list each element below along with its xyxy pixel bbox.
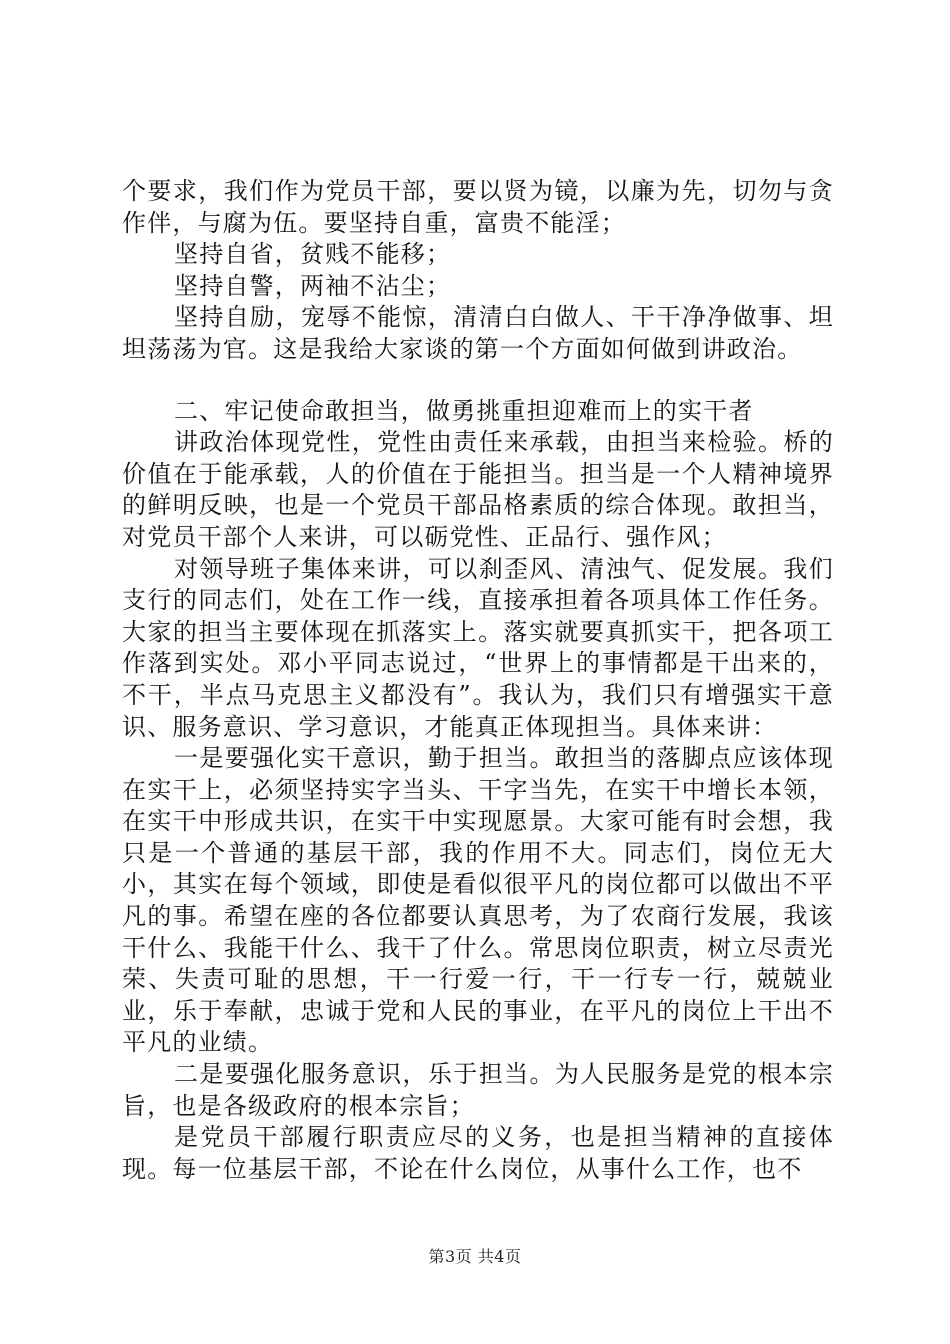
paragraph: 坚持自省，贫贱不能移； [174, 240, 452, 269]
paragraph: 坚持自励，宠辱不能惊，清清白白做人、干干净净做事、坦坦荡荡为官。这是我给大家谈的第一个方面如何做到讲政治。 [122, 303, 834, 363]
paragraph: 个要求，我们作为党员干部，要以贤为镜，以廉为先，切勿与贪作伴，与腐为伍。要坚持自重，富贵不能淫； [122, 177, 834, 237]
paragraph: 一是要强化实干意识，勤于担当。敢担当的落脚点应该体现在实干上，必须坚持实字当头、干字当先，在实干中增长本领，在实干中形成共识，在实干中实现愿景。大家可能有时会想，我只是一个普通的基层干部，我的作用不大。同志们，岗位无大小，其实在每个领域，即使是看似很平凡的岗位都可以做出不平凡的事。希望在座的各位都要认真思考，为了农商行发展，我该干什么、我能干什么、我干了什么。常思岗位职责，树立尽责光荣、失责可耻的思想，干一行爱一行，干一行专一行，兢兢业业，乐于奉献，忠诚于党和人民的事业，在平凡的岗位上干出不平凡的业绩。 [122, 744, 834, 1057]
document-body [122, 176, 834, 1185]
paragraph: 对领导班子集体来讲，可以刹歪风、清浊气、促发展。我们支行的同志们，处在工作一线，直接承担着各项具体工作任务。大家的担当主要体现在抓落实上。落实就要真抓实干，把各项工作落到实处。邓小平同志说过，“世界上的事情都是干出来的，不干，半点马克思主义都没有”。我认为，我们只有增强实干意识、服务意识、学习意识，才能真正体现担当。具体来讲： [122, 554, 834, 741]
paragraph: 讲政治体现党性，党性由责任来承载，由担当来检验。桥的价值在于能承载，人的价值在于能担当。担当是一个人精神境界的鲜明反映，也是一个党员干部品格素质的综合体现。敢担当，对党员干部个人来讲，可以砺党性、正品行、强作风； [122, 428, 834, 551]
paragraph: 坚持自警，两袖不沾尘； [174, 271, 452, 300]
paragraph: 二是要强化服务意识，乐于担当。为人民服务是党的根本宗旨，也是各级政府的根本宗旨； [122, 1060, 834, 1120]
page-number-footer: 第3页 共4页 [428, 1247, 522, 1266]
paragraph: 是党员干部履行职责应尽的义务，也是担当精神的直接体现。每一位基层干部，不论在什么岗位，从事什么工作，也不 [122, 1123, 834, 1183]
section-heading: 二、牢记使命敢担当，做勇挑重担迎难而上的实干者 [174, 396, 754, 425]
